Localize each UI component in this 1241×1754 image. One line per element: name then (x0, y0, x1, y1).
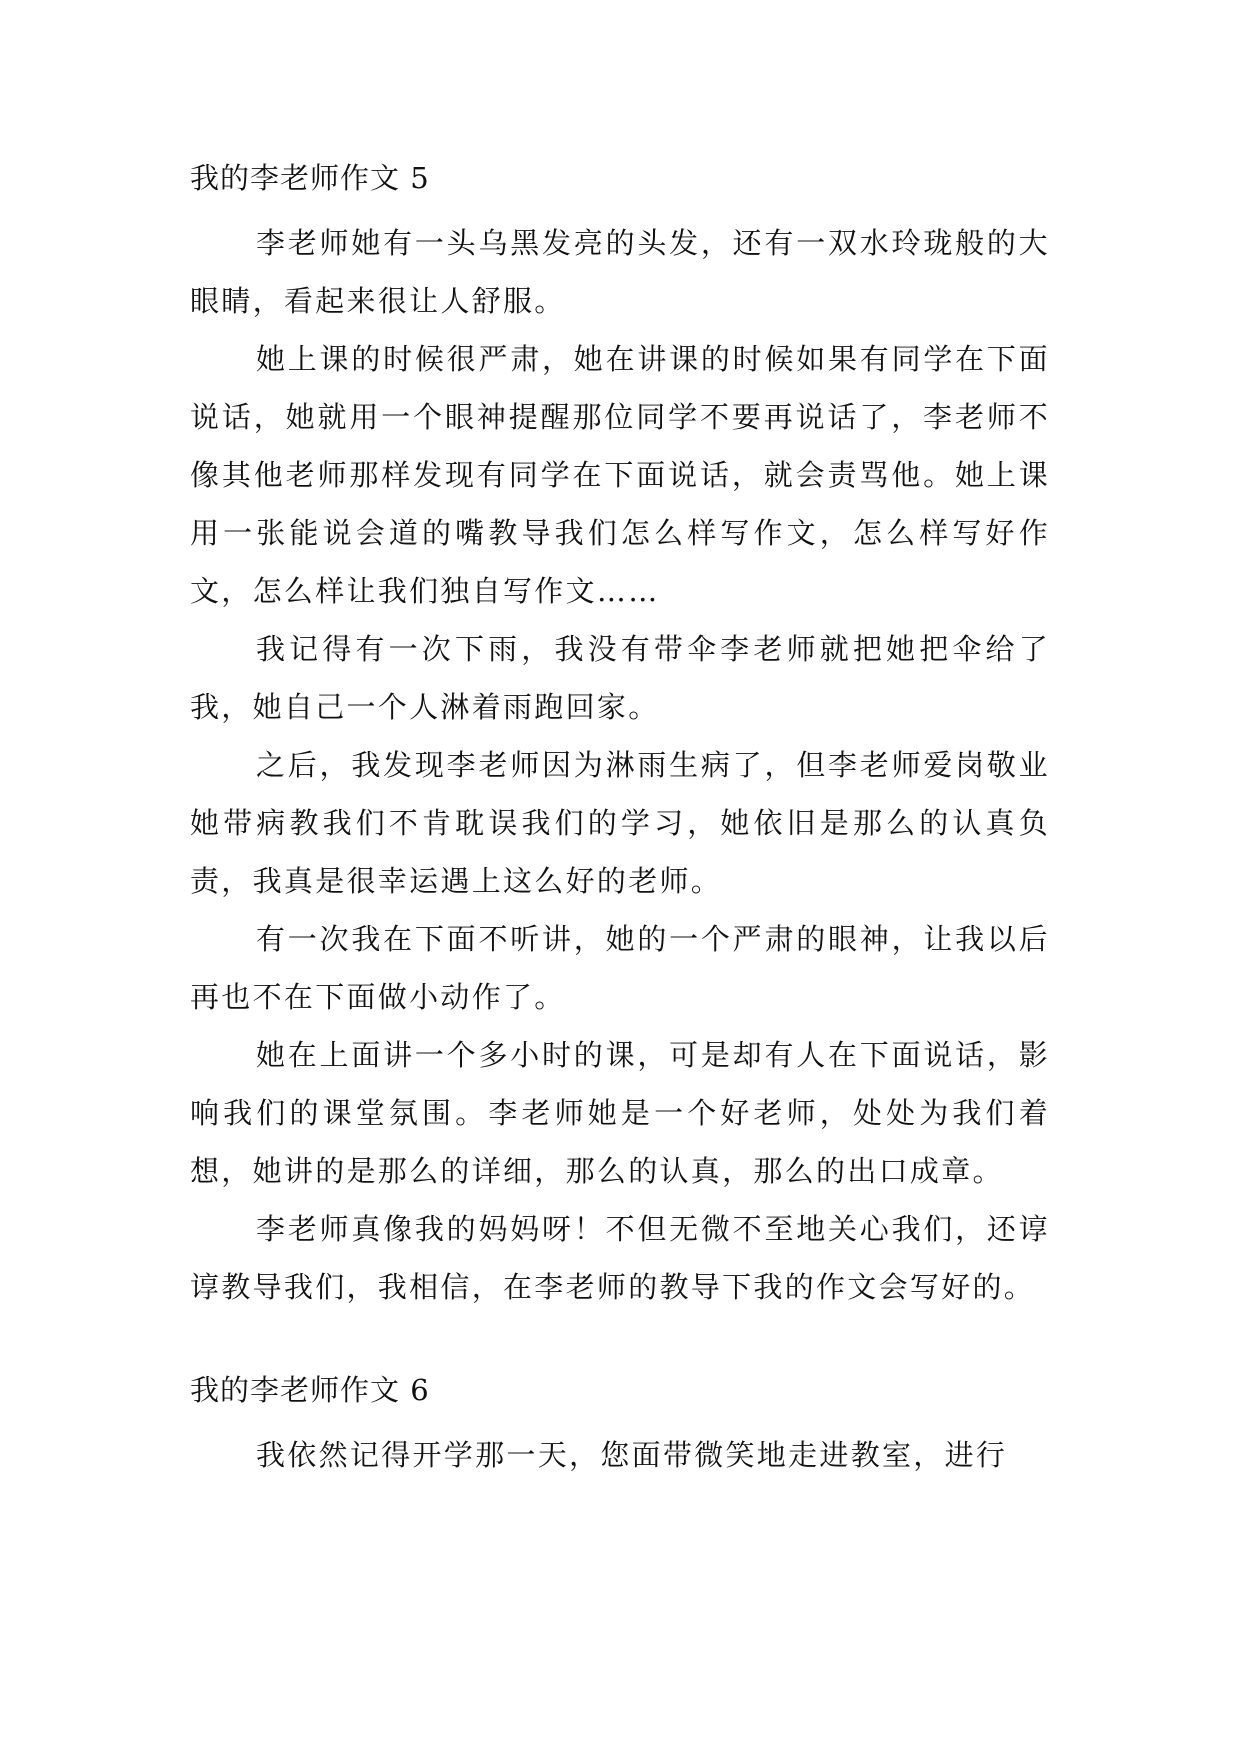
paragraph: 李老师真像我的妈妈呀！不但无微不至地关心我们，还谆谆教导我们，我相信，在李老师的教导下我的作文会写好的。 (190, 1212, 1050, 1304)
paragraph: 我依然记得开学那一天，您面带微笑地走进教室，进行 (256, 1438, 1008, 1472)
paragraph: 有一次我在下面不听讲，她的一个严肃的眼神，让我以后再也不在下面做小动作了。 (190, 922, 1050, 1014)
section-title: 我的李老师作文 5 (190, 161, 430, 195)
paragraph: 她上课的时候很严肃，她在讲课的时候如果有同学在下面说话，她就用一个眼神提醒那位同学不要再说话了，李老师不像其他老师那样发现有同学在下面说话，就会责骂他。她上课用一张能说会道的嘴教导我们怎么样写作文，怎么样写好作文，怎么样让我们独自写作文…… (190, 342, 1050, 608)
paragraph: 李老师她有一头乌黑发亮的头发，还有一双水玲珑般的大眼睛，看起来很让人舒服。 (190, 226, 1050, 318)
section-title: 我的李老师作文 6 (190, 1373, 430, 1407)
document-page (190, 158, 1050, 1484)
paragraph: 我记得有一次下雨，我没有带伞李老师就把她把伞给了我，她自己一个人淋着雨跑回家。 (190, 632, 1050, 724)
paragraph: 她在上面讲一个多小时的课，可是却有人在下面说话，影响我们的课堂氛围。李老师她是一个好老师，处处为我们着想，她讲的是那么的详细，那么的认真，那么的出口成章。 (190, 1038, 1050, 1188)
paragraph: 之后，我发现李老师因为淋雨生病了，但李老师爱岗敬业她带病教我们不肯耽误我们的学习，她依旧是那么的认真负责，我真是很幸运遇上这么好的老师。 (190, 748, 1050, 898)
section-spacer (190, 1316, 1050, 1370)
essay-section-5 (190, 158, 1050, 1316)
essay-section-6 (190, 1370, 1050, 1484)
